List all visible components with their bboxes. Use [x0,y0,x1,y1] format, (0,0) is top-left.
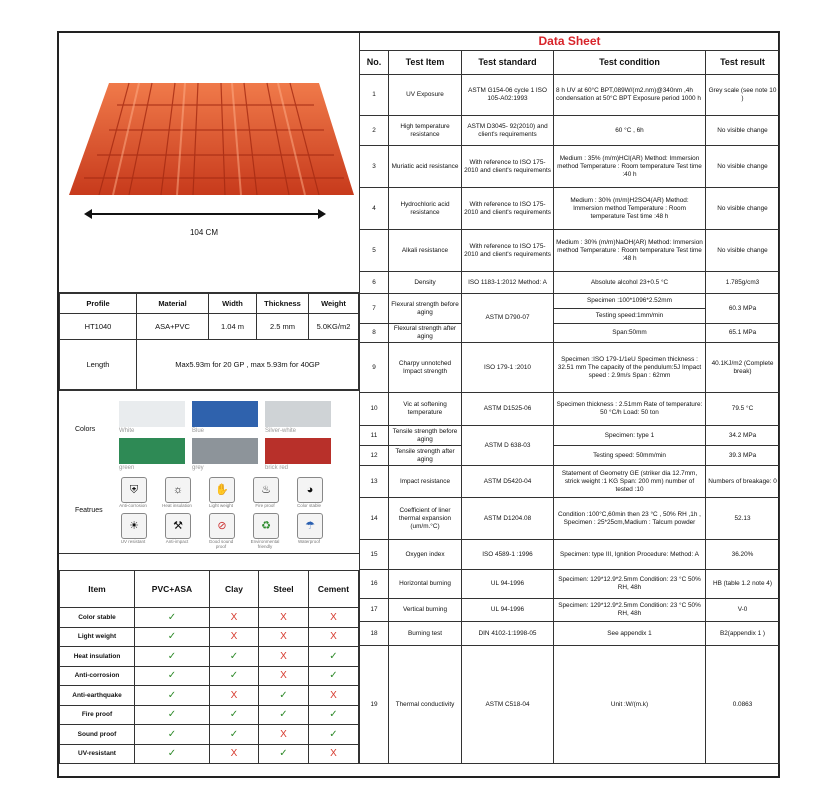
sound-proof-icon: ⊘ [209,513,235,539]
ds-item: Vic at softening temperature [389,393,462,426]
swatch-label: White [119,428,135,434]
cmp-header: Cement [309,571,359,608]
ds-item: Flexural strength before aging [389,294,462,324]
cross-icon: X [309,686,359,706]
ds-standard: ASTM C518-04 [462,646,554,764]
ds-condition: 8 h UV at 60°C BPT,089W/(m2.nm)@340nm ,4h condensation at 50°C BPT Exposure period 1000 h [554,75,706,116]
cmp-item: Sound proof [60,725,135,745]
light-weight-icon: ✋ [209,477,235,503]
ds-condition: Testing speed: 50mm/min [554,446,706,466]
data-sheet-table [359,33,780,764]
ds-no: 8 [360,324,389,343]
width-dimension-label: 104 CM [189,228,218,237]
data-sheet-panel [359,33,780,764]
check-icon: ✓ [135,627,210,647]
ds-result: No visible change [706,116,780,146]
length-label: Length [60,340,137,390]
cmp-row [60,647,359,667]
ds-standard: With reference to ISO 175-2010 and client's requirements [462,230,554,272]
ds-condition: Unit :W/(m.k) [554,646,706,764]
colors-label: Colors [75,426,96,433]
cmp-row [60,744,359,764]
cmp-row [60,627,359,647]
check-icon: ✓ [210,725,259,745]
ds-condition: Specimen :100*1096*2.52mm [554,294,706,309]
ds-result: No visible change [706,188,780,230]
cmp-row [60,705,359,725]
ds-no: 13 [360,466,389,498]
check-icon: ✓ [309,647,359,667]
cmp-header: Item [60,571,135,608]
spec-cell: 5.0KG/m2 [309,314,359,340]
ds-standard: ASTM D 638-03 [462,426,554,466]
check-icon: ✓ [135,666,210,686]
color-stable-icon: ◕ [297,477,323,503]
ds-item: Flexural strength after aging [389,324,462,343]
cmp-item: UV-resistant [60,744,135,764]
ds-standard: UL 94-1996 [462,599,554,622]
ds-condition: Absolute alcohol 23+0.5 °C [554,272,706,294]
feature-label: Anti-impact [165,539,189,544]
feature-label: Anti-corrosion [119,503,147,508]
swatch-white [119,401,185,427]
ds-item: Coefficient of liner thermal expansion (um/m.°C) [389,498,462,540]
cmp-item: Light weight [60,627,135,647]
cross-icon: X [309,627,359,647]
features-label: Featrues [75,507,103,514]
ds-item: Muriatic acid resistance [389,146,462,188]
spec-cell: 1.04 m [209,314,257,340]
ds-no: 5 [360,230,389,272]
cmp-item: Color stable [60,608,135,628]
eco-friendly-icon: ♻ [253,513,279,539]
width-dimension-arrow [87,213,323,215]
ds-result: Grey scale (see note 10 ) [706,75,780,116]
swatch-label: brick red [265,465,289,471]
swatch-label: Silver-white [265,428,297,434]
data-sheet-title: Data Sheet [360,33,780,51]
ds-standard: With reference to ISO 175-2010 and client's requirements [462,146,554,188]
check-icon: ✓ [210,666,259,686]
ds-standard: ASTM G154-06 cycle 1 ISO 105-A02:1993 [462,75,554,116]
ds-result: 79.5 °C [706,393,780,426]
cmp-row [60,666,359,686]
spec-header: Thickness [257,294,309,314]
spec-header: Width [209,294,257,314]
feature-label: Fire proof [255,503,275,508]
check-icon: ✓ [135,744,210,764]
ds-result: 36.20% [706,540,780,570]
swatch-grey [192,438,258,464]
ds-standard: ASTM D5420-04 [462,466,554,498]
ds-standard: DIN 4102-1:1998-05 [462,622,554,646]
cmp-item: Anti-corrosion [60,666,135,686]
ds-condition: Span:50mm [554,324,706,343]
ds-no: 14 [360,498,389,540]
ds-result: 60.3 MPa [706,294,780,324]
check-icon: ✓ [135,686,210,706]
ds-no: 7 [360,294,389,324]
check-icon: ✓ [135,647,210,667]
spec-header: Material [137,294,209,314]
ds-condition: Specimen: type III, Ignition Procedure: Method: A [554,540,706,570]
ds-condition: Specimen: 129*12.9*2.5mm Condition: 23 °C 50% RH, 48h [554,599,706,622]
cross-icon: X [259,666,309,686]
swatch-label: grey [192,465,204,471]
ds-item: Density [389,272,462,294]
ds-item: Tensile strength after aging [389,446,462,466]
ds-condition: Specimen: 129*12.9*2.5mm Condition: 23 °C 50% RH, 48h [554,570,706,599]
check-icon: ✓ [135,705,210,725]
ds-item: Hydrochloric acid resistance [389,188,462,230]
cmp-item: Anti-earthquake [60,686,135,706]
colors-features-box [59,390,359,554]
ds-result: B2(appendix 1 ) [706,622,780,646]
ds-standard: With reference to ISO 175-2010 and client's requirements [462,188,554,230]
check-icon: ✓ [135,725,210,745]
data-sheet-page [57,31,780,778]
length-value: Max5.93m for 20 GP , max 5.93m for 40GP [137,340,359,390]
ds-header: Test condition [554,51,706,75]
ds-condition: Condition :100°C,60min then 23 °C , 50% RH ,1h , Specimen : 25*25cm,Madium : Talcum powder [554,498,706,540]
ds-standard: ISO 179-1 :2010 [462,343,554,393]
check-icon: ✓ [210,647,259,667]
waterproof-icon: ☂ [297,513,323,539]
cross-icon: X [309,608,359,628]
ds-header: Test Item [389,51,462,75]
swatch-label: green [119,465,135,471]
swatch-silver-white [265,401,331,427]
ds-standard: ASTM D1525-06 [462,393,554,426]
check-icon: ✓ [210,705,259,725]
ds-item: Charpy unnotched Impact strength [389,343,462,393]
cross-icon: X [210,627,259,647]
spec-cell: HT1040 [60,314,137,340]
swatch-label: Blue [192,428,205,434]
ds-item: Horizontal burning [389,570,462,599]
cmp-header: Clay [210,571,259,608]
cmp-body [60,608,359,764]
cross-icon: X [210,608,259,628]
left-panel [59,33,359,760]
swatch-blue [192,401,258,427]
ds-result: V-0 [706,599,780,622]
feature-label: Good sound proof [208,539,234,549]
ds-result: 40.1KJ/m2 (Complete break) [706,343,780,393]
spec-cell: ASA+PVC [137,314,209,340]
ds-condition: Specimen :ISO 179-1/1eU Specimen thickness : 32.51 mm The capacity of the pendulum:5J Impact speed : 2.9m/s Span : 62mm [554,343,706,393]
ds-no: 17 [360,599,389,622]
ds-header: Test standard [462,51,554,75]
ds-no: 2 [360,116,389,146]
ds-item: Impact resistance [389,466,462,498]
swatch-brick-red [265,438,331,464]
swatch-green [119,438,185,464]
ds-condition: 60 °C , 6h [554,116,706,146]
spec-cell: 2.5 mm [257,314,309,340]
feature-label: Light weight [208,503,234,508]
ds-no: 3 [360,146,389,188]
ds-item: Vertical burning [389,599,462,622]
ds-result: No visible change [706,230,780,272]
ds-result: 0.0863 [706,646,780,764]
cross-icon: X [210,744,259,764]
check-icon: ✓ [309,705,359,725]
ds-standard: ISO 1183-1:2012 Method: A [462,272,554,294]
ds-item: UV Exposure [389,75,462,116]
ds-no: 16 [360,570,389,599]
ds-item: Alkali resistance [389,230,462,272]
check-icon: ✓ [135,608,210,628]
ds-no: 9 [360,343,389,393]
ds-result: 1.785g/cm3 [706,272,780,294]
ds-no: 4 [360,188,389,230]
check-icon: ✓ [309,666,359,686]
ds-result: 39.3 MPa [706,446,780,466]
ds-standard: ISO 4589-1 :1996 [462,540,554,570]
ds-condition: Medium : 35% (m/m)HCl(AR) Method: Immersion method Temperature : Room temperature Test time :40 h [554,146,706,188]
ds-result: Numbers of breakage: 0 [706,466,780,498]
cross-icon: X [259,647,309,667]
feature-label: Waterproof [297,539,321,544]
heat-insulation-icon: ☼ [165,477,191,503]
ds-result: 65.1 MPa [706,324,780,343]
ds-no: 11 [360,426,389,446]
cross-icon: X [210,686,259,706]
ds-no: 12 [360,446,389,466]
ds-item: Tensile strength before aging [389,426,462,446]
ds-header: No. [360,51,389,75]
ds-no: 6 [360,272,389,294]
ds-result: 52.13 [706,498,780,540]
product-image-box [59,33,359,293]
ds-item: High temperature resistance [389,116,462,146]
ds-result: HB (table 1.2 note 4) [706,570,780,599]
check-icon: ✓ [259,705,309,725]
ds-standard: UL 94-1996 [462,570,554,599]
ds-header: Test result [706,51,780,75]
ds-no: 18 [360,622,389,646]
ds-item: Thermal conductivity [389,646,462,764]
spec-table [59,293,359,390]
feature-label: Heat insulation [162,503,192,508]
cmp-item: Fire proof [60,705,135,725]
fire-proof-icon: ♨ [253,477,279,503]
ds-item: Oxygen index [389,540,462,570]
ds-condition: Specimen: type 1 [554,426,706,446]
cmp-header: Steel [259,571,309,608]
cmp-row [60,608,359,628]
feature-label: UV resistant [120,539,146,544]
ds-standard: ASTM D1204.08 [462,498,554,540]
uv-resistant-icon: ☀ [121,513,147,539]
cmp-item: Heat insulation [60,647,135,667]
ds-no: 19 [360,646,389,764]
cross-icon: X [309,744,359,764]
anti-corrosion-icon: ⛨ [121,477,147,503]
roof-tile-image [69,75,354,195]
ds-condition: Specimen thickness : 2.51mm Rate of temperature: 50 °C/h Load: 50 ton [554,393,706,426]
ds-item: Burning test [389,622,462,646]
ds-condition: Medium : 30% (m/m)NaOH(AR) Method: Immersion method Temperature : Room temperature Test time :48 h [554,230,706,272]
cross-icon: X [259,725,309,745]
cmp-header: PVC+ASA [135,571,210,608]
cross-icon: X [259,608,309,628]
ds-result: No visible change [706,146,780,188]
anti-impact-icon: ⚒ [165,513,191,539]
feature-label: Environmental friendly [250,539,280,549]
cmp-row [60,725,359,745]
ds-condition: Medium : 30% (m/m)H2SO4(AR) Method: Immersion method Temperature : Room temperature Test time :48 h [554,188,706,230]
spec-header: Weight [309,294,359,314]
ds-no: 1 [360,75,389,116]
cross-icon: X [259,627,309,647]
spec-header: Profile [60,294,137,314]
ds-condition: Testing speed:1mm/min [554,309,706,324]
ds-no: 10 [360,393,389,426]
ds-standard: ASTM D790-07 [462,294,554,343]
check-icon: ✓ [259,744,309,764]
ds-standard: ASTM D3045- 92(2010) and client's requirements [462,116,554,146]
check-icon: ✓ [309,725,359,745]
cmp-row [60,686,359,706]
feature-label: Color stable [296,503,321,508]
ds-no: 15 [360,540,389,570]
check-icon: ✓ [259,686,309,706]
ds-condition: See appendix 1 [554,622,706,646]
ds-condition: Statement of Geometry GE (striker dia 12.7mm, strick weight :1 KG Span: 200 mm) number of tested :10 [554,466,706,498]
comparison-table [59,570,359,764]
ds-result: 34.2 MPa [706,426,780,446]
